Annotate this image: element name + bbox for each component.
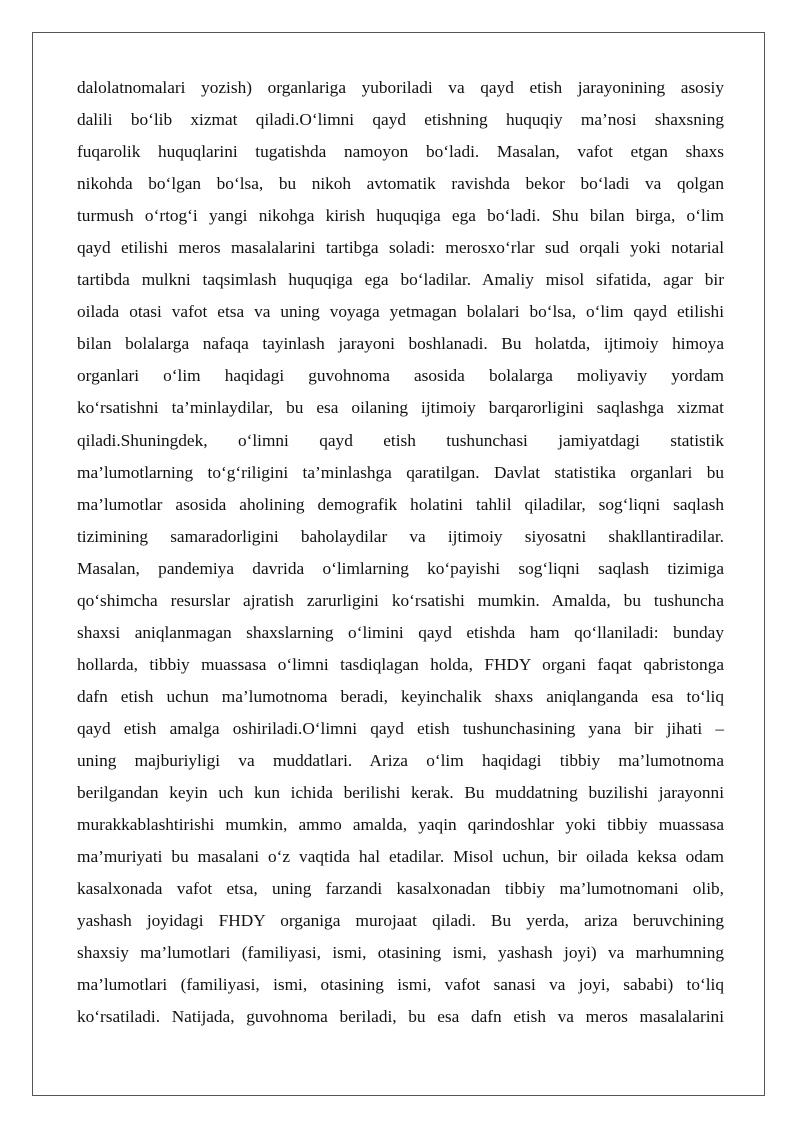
text-line: ma’lumotlari (familiyasi, ismi, otasining ismi, vafot sanasi va joyi, sababi) to‘liq	[77, 975, 724, 995]
text-line: Masalan, pandemiya davrida o‘limlarning ko‘payishi sog‘liqni saqlash tizimiga	[77, 558, 724, 578]
text-line: tartibda mulkni taqsimlash huquqiga ega bo‘ladilar. Amaliy misol sifatida, agar bir	[77, 270, 724, 290]
text-line: oilada otasi vafot etsa va uning voyaga yetmagan bolalari bo‘lsa, o‘lim qayd etilishi	[77, 302, 724, 322]
text-line: qiladi.Shuningdek, o‘limni qayd etish tushunchasi jamiyatdagi statistik	[77, 430, 724, 450]
text-line: hollarda, tibbiy muassasa o‘limni tasdiqlagan holda, FHDY organi faqat qabristonga	[77, 654, 724, 674]
text-line: ma’muriyati bu masalani o‘z vaqtida hal etadilar. Misol uchun, bir oilada keksa odam	[77, 847, 724, 867]
text-line: qayd etilishi meros masalalarini tartibga soladi: merosxo‘rlar sud orqali yoki notarial	[77, 238, 724, 258]
text-line: dalolatnomalari yozish) organlariga yuboriladi va qayd etish jarayonining asosiy	[77, 78, 724, 97]
body-paragraph	[77, 72, 724, 1033]
text-line: berilgandan keyin uch kun ichida berilishi kerak. Bu muddatning buzilishi jarayonni	[77, 783, 724, 803]
text-line: ma’lumotlarning to‘g‘riligini ta’minlashga qaratilgan. Davlat statistika organlari bu	[77, 462, 724, 482]
text-line: yashash joyidagi FHDY organiga murojaat qiladi. Bu yerda, ariza beruvchining	[77, 911, 724, 931]
text-line: shaxsi aniqlanmagan shaxslarning o‘limini qayd etishda ham qo‘llaniladi: bunday	[77, 622, 724, 642]
text-line: fuqarolik huquqlarini tugatishda namoyon bo‘ladi. Masalan, vafot etgan shaxs	[77, 142, 724, 162]
text-line: shaxsiy ma’lumotlari (familiyasi, ismi, otasining ismi, yashash joyi) va marhumning	[77, 943, 724, 963]
text-line: organlari o‘lim haqidagi guvohnoma asosida bolalarga moliyaviy yordam	[77, 366, 724, 386]
text-line: qayd etish amalga oshiriladi.O‘limni qayd etish tushunchasining yana bir jihati –	[77, 718, 724, 738]
text-line: turmush o‘rtog‘i yangi nikohga kirish huquqiga ega bo‘ladi. Shu bilan birga, o‘lim	[77, 206, 724, 226]
text-line: ko‘rsatishni ta’minlaydilar, bu esa oilaning ijtimoiy barqarorligini saqlashga xizmat	[77, 398, 724, 418]
text-line: murakkablashtirishi mumkin, ammo amalda, yaqin qarindoshlar yoki tibbiy muassasa	[77, 815, 724, 835]
text-line: qo‘shimcha resurslar ajratish zarurligini ko‘rsatishi mumkin. Amalda, bu tushuncha	[77, 590, 724, 610]
text-line: dalili bo‘lib xizmat qiladi.O‘limni qayd etishning huquqiy ma’nosi shaxsning	[77, 110, 724, 130]
text-line: bilan bolalarga nafaqa tayinlash jarayoni boshlanadi. Bu holatda, ijtimoiy himoya	[77, 334, 724, 354]
text-line: dafn etish uchun ma’lumotnoma beradi, keyinchalik shaxs aniqlanganda esa to‘liq	[77, 686, 724, 706]
text-line: uning majburiyligi va muddatlari. Ariza o‘lim haqidagi tibbiy ma’lumotnoma	[77, 750, 724, 770]
text-line: ma’lumotlar asosida aholining demografik holatini tahlil qiladilar, sog‘liqni saqlash	[77, 494, 724, 514]
text-line: kasalxonada vafot etsa, uning farzandi kasalxonadan tibbiy ma’lumotnomani olib,	[77, 879, 724, 899]
text-line: ko‘rsatiladi. Natijada, guvohnoma beriladi, bu esa dafn etish va meros masalalarini	[77, 1007, 724, 1027]
text-line: tizimining samaradorligini baholaydilar va ijtimoiy siyosatni shakllantiradilar.	[77, 526, 724, 546]
text-line: nikohda bo‘lgan bo‘lsa, bu nikoh avtomatik ravishda bekor bo‘ladi va qolgan	[77, 174, 724, 194]
